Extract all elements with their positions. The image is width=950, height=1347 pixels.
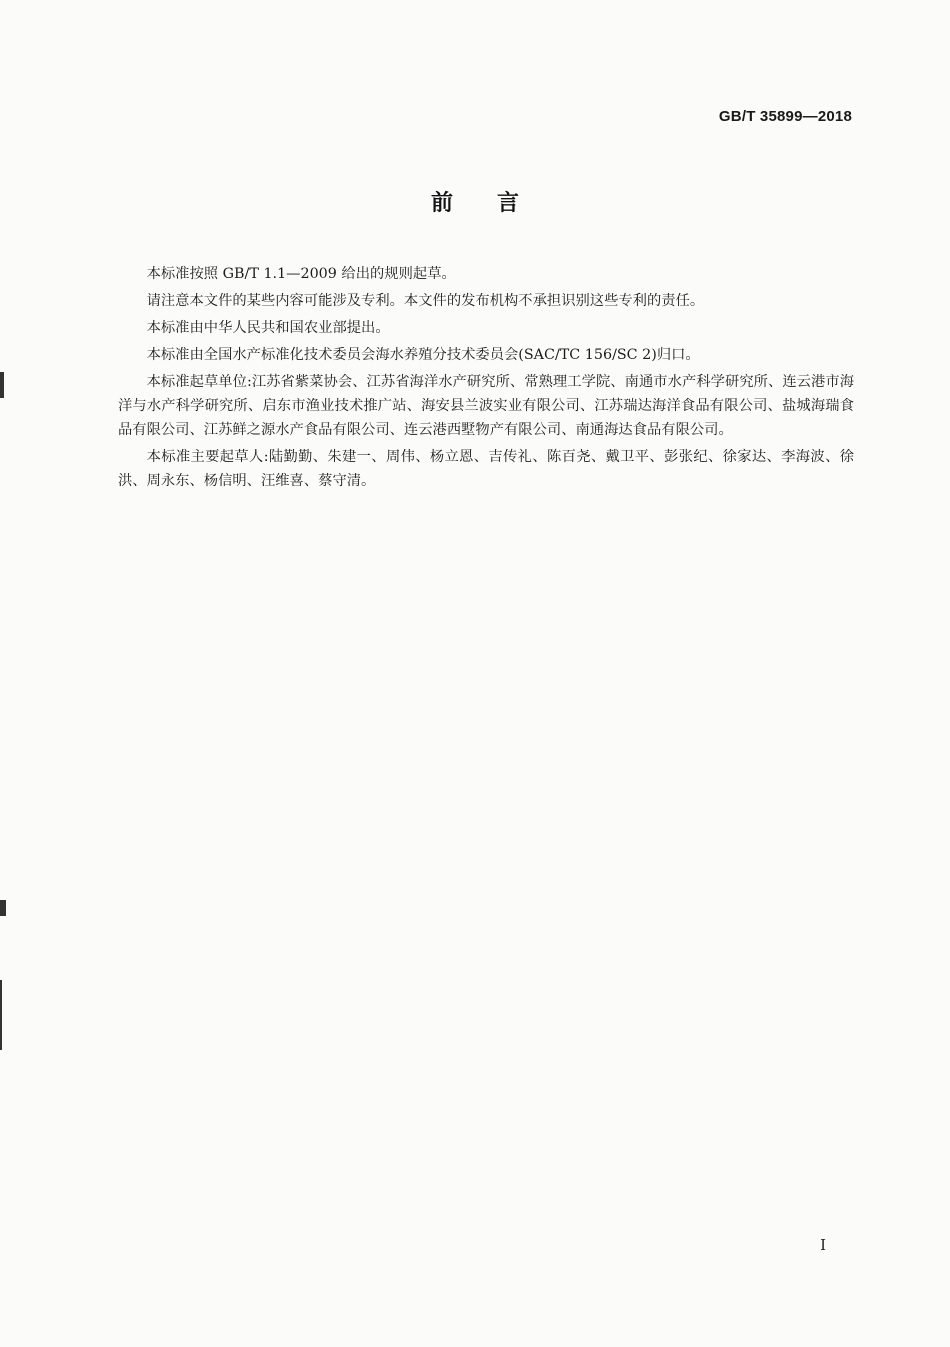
paragraph-technical-committee: 本标准由全国水产标准化技术委员会海水养殖分技术委员会(SAC/TC 156/SC 2)归口。	[146, 347, 700, 363]
scan-edge-mark	[0, 980, 2, 1050]
foreword-body	[118, 262, 854, 496]
scan-edge-mark	[0, 900, 6, 916]
scan-edge-mark	[0, 372, 4, 398]
paragraph-drafting-rules: 本标准按照 GB/T 1.1—2009 给出的规则起草。	[146, 266, 456, 282]
paragraph-proposer: 本标准由中华人民共和国农业部提出。	[146, 320, 390, 336]
page-number: I	[820, 1236, 826, 1254]
page-title: 前言	[430, 191, 563, 216]
paragraph-drafting-units: 本标准起草单位:江苏省紫菜协会、江苏省海洋水产研究所、常熟理工学院、南通市水产科学研究所、连云港市海洋与水产科学研究所、启东市渔业技术推广站、海安县兰波实业有限公司、江苏瑞达海洋食品有限公司、盐城海瑞食品有限公司、江苏鲜之源水产食品有限公司、连云港西墅物产有限公司、南通海达食品有限公司。	[118, 374, 854, 438]
standard-number: GB/T 35899—2018	[718, 108, 852, 125]
paragraph-patent-notice: 请注意本文件的某些内容可能涉及专利。本文件的发布机构不承担识别这些专利的责任。	[146, 293, 705, 309]
paragraph-main-drafters: 本标准主要起草人:陆勤勤、朱建一、周伟、杨立恩、吉传礼、陈百尧、戴卫平、彭张纪、徐家达、李海波、徐洪、周永东、杨信明、汪维喜、蔡守清。	[118, 449, 854, 489]
